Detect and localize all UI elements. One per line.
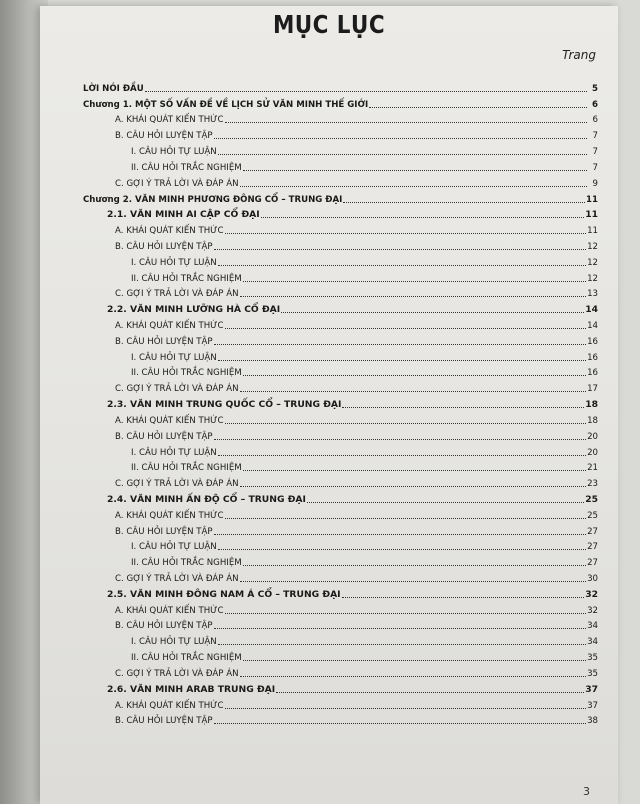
toc-entry [83,679,598,695]
toc-entry [83,505,598,521]
toc-entry [83,220,598,236]
toc-entry-label: 2.1. VĂN MINH AI CẬP CỔ ĐẠI [107,209,260,221]
toc-entry-page: 6 [592,115,598,126]
toc-entry-page: 37 [587,700,598,711]
toc-entry [83,442,598,458]
toc-entry [83,600,598,616]
toc-entry-page: 14 [585,304,598,316]
toc-entry-page: 7 [592,131,598,142]
toc-entry [83,521,598,537]
toc-entry-label: B. CÂU HỎI LUYỆN TẬP [115,526,213,537]
toc-entry [83,711,598,727]
toc-entry-page: 37 [585,683,598,695]
dot-leader [243,170,587,171]
dot-leader [225,708,587,709]
toc-entry [83,552,598,568]
toc-entry [83,315,598,331]
toc-entry [83,378,598,394]
toc-entry [83,125,598,141]
toc-entry-page: 16 [587,368,598,379]
toc-entry-page: 35 [587,653,598,664]
toc-entry-page: 7 [592,162,598,173]
toc-entry-label: II. CÂU HỎI TRẮC NGHIỆM [131,558,242,569]
dot-leader [214,723,587,724]
toc-entry-page: 16 [587,352,598,363]
dot-leader [214,344,587,345]
toc-entry-page: 18 [587,415,598,426]
toc-entry-page: 21 [587,463,598,474]
dot-leader [261,217,585,218]
toc-entry [83,205,598,221]
toc-entry-page: 12 [587,257,598,268]
toc-entry [83,584,598,600]
toc-entry-label: II. CÂU HỎI TRẮC NGHIỆM [131,162,242,173]
toc-entry [83,189,598,205]
toc-entry-label: A. KHÁI QUÁT KIẾN THỨC [115,605,224,616]
toc-entry-label: A. KHÁI QUÁT KIẾN THỨC [115,226,224,237]
toc-entry [83,394,598,410]
toc-entry-label: II. CÂU HỎI TRẮC NGHIỆM [131,653,242,664]
page-column-label: Trang [562,48,596,62]
dot-leader [276,692,584,693]
dot-leader [214,628,587,629]
toc-entry-page: 16 [587,336,598,347]
toc-entry-page: 17 [587,384,598,395]
toc-entry [83,426,598,442]
toc-entry-label: Chương 1. MỘT SỐ VẤN ĐỀ VỀ LỊCH SỬ VĂN MINH THẾ GIỚI [83,99,369,110]
toc-entry [83,458,598,474]
toc-entry-label: C. GỢI Ý TRẢ LỜI VÀ ĐÁP ÁN [115,574,239,584]
toc-entry-page: 13 [587,289,598,300]
dot-leader [243,660,586,661]
dot-leader [343,202,585,203]
toc-entry [83,473,598,489]
toc-entry [83,173,598,189]
dot-leader [218,360,586,361]
toc-entry-label: 2.4. VĂN MINH ẤN ĐỘ CỔ – TRUNG ĐẠI [107,493,306,505]
toc-entry-label: A. KHÁI QUÁT KIẾN THỨC [115,510,224,521]
toc-entry-label: C. GỢI Ý TRẢ LỜI VÀ ĐÁP ÁN [115,668,239,679]
toc-entry-label: C. GỢI Ý TRẢ LỜI VÀ ĐÁP ÁN [115,289,239,300]
dot-leader [218,549,586,550]
toc-entry-label: B. CÂU HỎI LUYỆN TẬP [115,621,213,632]
toc-entry-page: 25 [587,510,598,521]
toc-entry-label: I. CÂU HỎI TỰ LUẬN [131,257,217,268]
toc-entry-label: II. CÂU HỎI TRẮC NGHIỆM [131,368,242,379]
toc-entry-page: 38 [587,716,598,727]
toc-entry-label: I. CÂU HỎI TỰ LUẬN [131,542,217,553]
toc-entry-page: 27 [587,558,598,569]
dot-leader [225,233,587,234]
dot-leader [243,281,586,282]
toc-entry-page: 7 [592,147,598,158]
toc-entry [83,647,598,663]
toc-entry-page: 11 [586,194,598,205]
toc-entry-label: C. GỢI Ý TRẢ LỜI VÀ ĐÁP ÁN [115,479,239,490]
toc-entry-label: 2.6. VĂN MINH ARAB TRUNG ĐẠI [107,683,276,695]
dot-leader [240,676,587,677]
toc-entry-page: 11 [587,226,598,237]
book-page [40,6,618,804]
toc-entry-label: A. KHÁI QUÁT KIẾN THỨC [115,115,224,126]
toc-entry [83,252,598,268]
dot-leader [240,581,587,582]
dot-leader [218,644,586,645]
toc-entry [83,110,598,126]
toc-entry-label: A. KHÁI QUÁT KIẾN THỨC [115,321,224,331]
dot-leader [225,518,587,519]
toc-entry-page: 20 [587,431,598,442]
toc-entry [83,236,598,252]
toc-entry-page: 35 [587,668,598,679]
dot-leader [240,186,588,187]
toc-entry-label: B. CÂU HỎI LUYỆN TẬP [115,336,213,347]
toc-entry [83,568,598,584]
dot-leader [240,391,587,392]
toc-entry-page: 34 [587,637,598,648]
toc-entry-label: B. CÂU HỎI LUYỆN TẬP [115,131,213,142]
toc-entry-page: 5 [592,83,598,94]
toc-entry [83,663,598,679]
dot-leader [214,439,587,440]
dot-leader [240,486,587,487]
toc-entry [83,537,598,553]
dot-leader [243,375,586,376]
dot-leader [214,534,587,535]
dot-leader [243,565,586,566]
toc-entry-page: 34 [587,621,598,632]
dot-leader [342,597,585,598]
toc-entry [83,331,598,347]
toc-entry-label: B. CÂU HỎI LUYỆN TẬP [115,431,213,442]
toc-entry-label: I. CÂU HỎI TỰ LUẬN [131,447,217,458]
toc-entry-page: 9 [592,178,598,189]
dot-leader [307,502,584,503]
toc-entry [83,141,598,157]
toc-entry [83,489,598,505]
toc-entry [83,363,598,379]
dot-leader [342,407,584,408]
toc-entry-label: 2.3. VĂN MINH TRUNG QUỐC CỔ – TRUNG ĐẠI [107,399,342,411]
dot-leader [281,312,584,313]
toc-entry [83,410,598,426]
toc-entry-label: II. CÂU HỎI TRẮC NGHIỆM [131,463,242,474]
toc-entry-page: 32 [585,588,598,600]
toc-entry-label: II. CÂU HỎI TRẮC NGHIỆM [131,273,242,284]
toc-entry-label: 2.2. VĂN MINH LƯỠNG HÀ CỔ ĐẠI [107,304,281,316]
dot-leader [243,470,586,471]
toc-entry [83,284,598,300]
toc-entry-page: 25 [585,493,598,505]
toc-entry-page: 27 [587,542,598,553]
dot-leader [145,91,587,92]
toc-entry [83,157,598,173]
toc-entry-label: A. KHÁI QUÁT KIẾN THỨC [115,415,224,426]
toc-entry-page: 11 [585,209,598,221]
dot-leader [218,154,587,155]
toc-entry-label: B. CÂU HỎI LUYỆN TẬP [115,241,213,252]
toc-entry [83,268,598,284]
toc-entry [83,695,598,711]
toc-entry-label: A. KHÁI QUÁT KIẾN THỨC [115,700,224,711]
toc-entry-label: C. GỢI Ý TRẢ LỜI VÀ ĐÁP ÁN [115,178,239,189]
toc-entry-label: B. CÂU HỎI LUYỆN TẬP [115,716,213,727]
page-number: 3 [583,785,590,798]
toc-entry-page: 18 [585,399,598,411]
toc-entry-label: I. CÂU HỎI TỰ LUẬN [131,637,217,648]
toc-entry-label: I. CÂU HỎI TỰ LUẬN [131,352,217,363]
toc-entry-page: 32 [587,605,598,616]
dot-leader [369,107,587,108]
dot-leader [225,328,587,329]
dot-leader [214,249,587,250]
toc-entry-label: C. GỢI Ý TRẢ LỜI VÀ ĐÁP ÁN [115,384,239,395]
toc-entry [83,78,598,94]
dot-leader [240,296,587,297]
toc-entry-page: 6 [592,99,598,110]
toc-entry [83,347,598,363]
dot-leader [214,138,587,139]
toc-entry-page: 23 [587,479,598,490]
toc-entry-page: 12 [587,273,598,284]
dot-leader [225,613,587,614]
dot-leader [218,455,586,456]
toc-entry-label: LỜI NÓI ĐẦU [83,83,144,94]
toc-entry [83,616,598,632]
page-title: MỤC LỤC [272,10,386,39]
toc-entry-label: 2.5. VĂN MINH ĐÔNG NAM Á CỔ – TRUNG ĐẠI [107,588,341,600]
toc-entry-label: Chương 2. VĂN MINH PHƯƠNG ĐÔNG CỔ – TRUNG ĐẠI [83,194,343,205]
toc-entry-page: 14 [587,321,598,331]
dot-leader [218,265,586,266]
toc-entry [83,94,598,110]
table-of-contents [83,78,598,726]
toc-entry [83,631,598,647]
toc-entry-label: I. CÂU HỎI TỰ LUẬN [131,147,217,158]
dot-leader [225,122,587,123]
toc-entry-page: 27 [587,526,598,537]
toc-entry-page: 20 [587,447,598,458]
toc-entry-page: 30 [587,574,598,584]
toc-entry-page: 12 [587,241,598,252]
dot-leader [225,423,587,424]
toc-entry [83,299,598,315]
